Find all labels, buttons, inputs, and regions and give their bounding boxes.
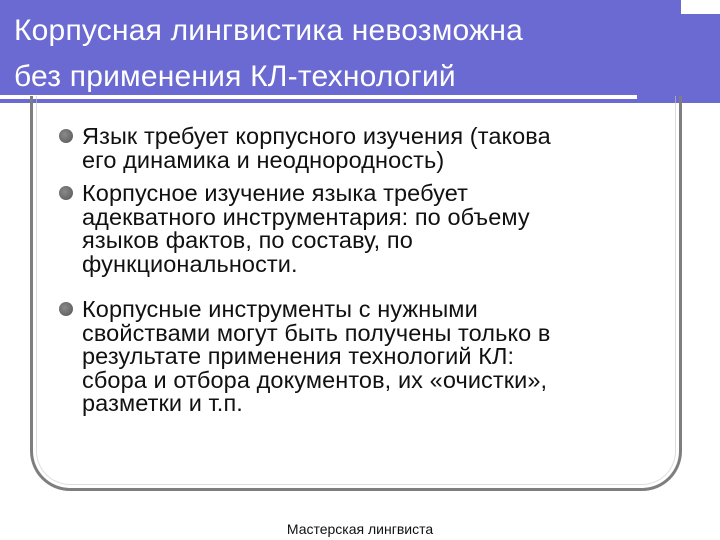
bullet-text-line: адекватного инструментария: по объему bbox=[82, 203, 530, 230]
bullet-text-line: результате применения технологий КЛ: bbox=[82, 343, 515, 369]
bullet-dot-icon bbox=[59, 129, 73, 143]
bullet-text bbox=[82, 298, 662, 416]
slide-title-line-2: без применения КЛ-технологий bbox=[14, 60, 456, 93]
bullet-text-line: его динамика и неоднородность) bbox=[82, 146, 445, 173]
title-bar-right-strip bbox=[700, 14, 720, 103]
bullet-text-line: сбора и отбора документов, их «очистки», bbox=[82, 366, 548, 393]
bullet-text-line: Корпусные инструменты с нужными bbox=[82, 296, 478, 322]
title-bar-notch bbox=[681, 0, 720, 14]
slide-title-line-1: Корпусная лингвистика невозможна bbox=[14, 14, 524, 47]
bullet-item bbox=[82, 298, 662, 416]
bullet-item bbox=[82, 182, 662, 276]
bullet-text-line: разметки и т.п. bbox=[82, 390, 243, 416]
bullet-text-line: Язык требует корпусного изучения (такова bbox=[82, 123, 551, 149]
bullet-text bbox=[82, 125, 662, 172]
bullet-text-line: свойствами могут быть получены только в bbox=[82, 319, 551, 346]
bullet-dot-icon bbox=[59, 302, 73, 316]
bullet-dot-icon bbox=[59, 186, 73, 200]
bullet-text bbox=[82, 182, 662, 276]
bullet-text-line: функциональности. bbox=[82, 250, 298, 277]
bullet-item bbox=[82, 125, 662, 172]
bullet-text-line: Корпусное изучение языка требует bbox=[82, 180, 468, 206]
bullet-text-line: языков фактов, по составу, по bbox=[82, 227, 413, 253]
slide-footer: Мастерская лингвиста bbox=[286, 521, 434, 537]
